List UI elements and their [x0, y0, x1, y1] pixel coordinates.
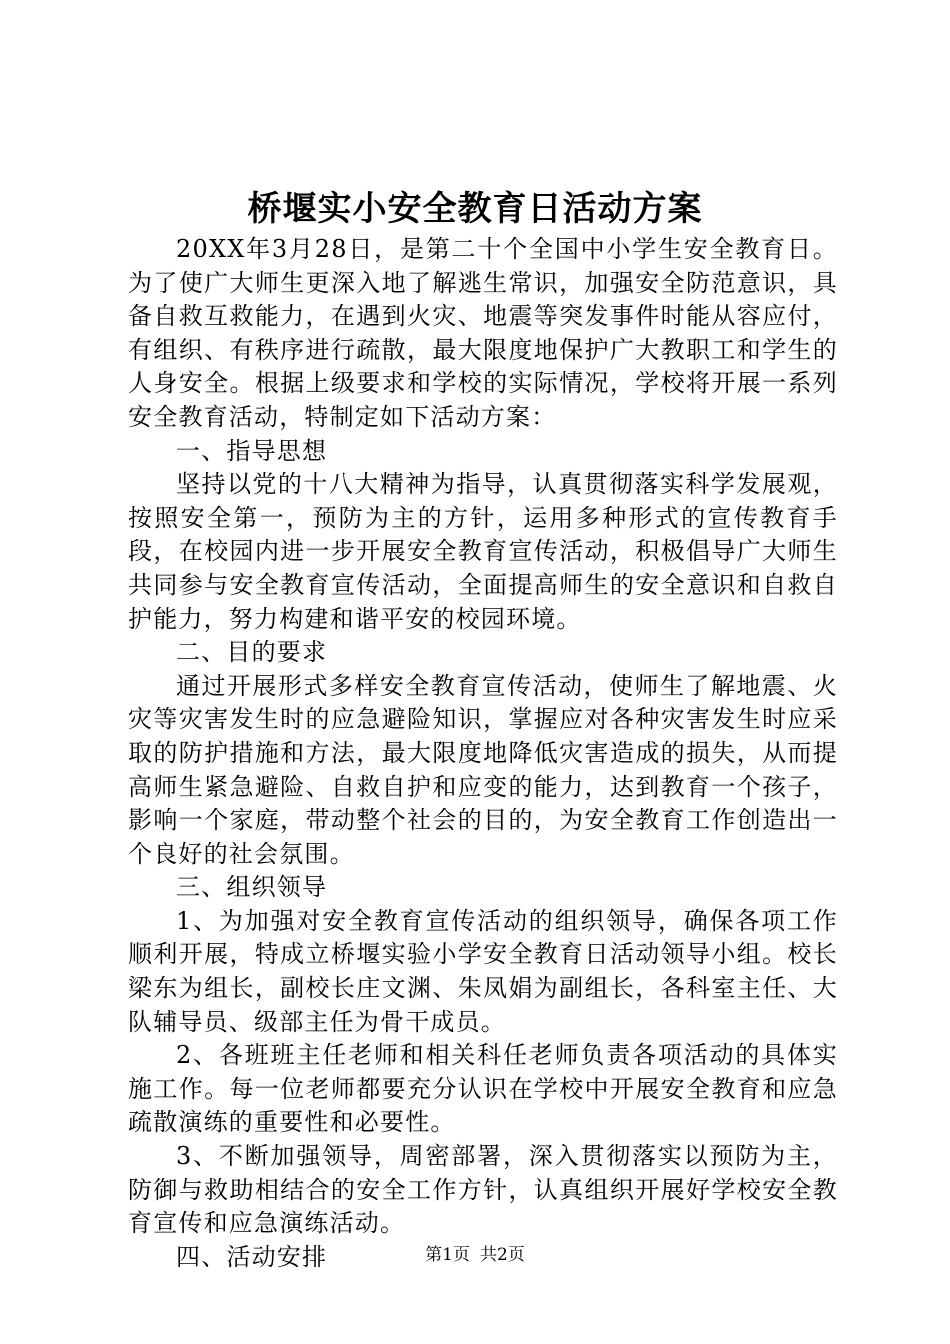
paragraph-intro: 20XX年3月28日，是第二十个全国中小学生安全教育日。为了使广大师生更深入地了解逃生常识，加强安全防范意识，具备自救互救能力，在遇到火灾、地震等突发事件时能从容应付，有组织、有秩序进行疏散，最大限度地保护广大教职工和学生的人身安全。根据上级要求和学校的实际情况，学校将开展一系列安全教育活动，特制定如下活动方案： [128, 235, 838, 431]
section-heading-organization: 三、组织领导 [176, 873, 328, 902]
page-number: 第1页 [425, 1245, 470, 1265]
paragraph-guiding-ideology: 坚持以党的十八大精神为指导，认真贯彻落实科学发展观，按照安全第一，预防为主的方针，运用多种形式的宣传教育手段，在校园内进一步开展安全教育宣传活动，积极倡导广大师生共同参与安全教育宣传活动，全面提高师生的安全意识和自救自护能力，努力构建和谐平安的校园环境。 [128, 470, 838, 633]
document-body [128, 233, 838, 1274]
page-total: 共2页 [480, 1245, 525, 1265]
section-heading-objectives: 二、目的要求 [176, 638, 328, 667]
section-heading-guiding-ideology: 一、指导思想 [176, 436, 328, 465]
paragraph-organization-3: 3、不断加强领导，周密部署，深入贯彻落实以预防为主，防御与救助相结合的安全工作方针，认真组织开展好学校安全教育宣传和应急演练活动。 [128, 1142, 838, 1238]
page-footer [0, 1243, 950, 1267]
section-heading-activities: 四、活动安排 [176, 1242, 328, 1271]
paragraph-organization-1: 1、为加强对安全教育宣传活动的组织领导，确保各项工作顺利开展，特成立桥堰实验小学安全教育日活动领导小组。校长梁东为组长，副校长庄文渊、朱凤娟为副组长，各科室主任、大队辅导员、级部主任为骨干成员。 [128, 906, 838, 1036]
document-title: 桥堰实小安全教育日活动方案 [247, 189, 703, 229]
paragraph-organization-2: 2、各班班主任老师和相关科任老师负责各项活动的具体实施工作。每一位老师都要充分认识在学校中开展安全教育和应急疏散演练的重要性和必要性。 [128, 1041, 838, 1137]
paragraph-objectives: 通过开展形式多样安全教育宣传活动，使师生了解地震、火灾等灾害发生时的应急避险知识，掌握应对各种灾害发生时应采取的防护措施和方法，最大限度地降低灾害造成的损失，从而提高师生紧急避险、自救自护和应变的能力，达到教育一个孩子，影响一个家庭，带动整个社会的目的，为安全教育工作创造出一个良好的社会氛围。 [128, 671, 838, 868]
